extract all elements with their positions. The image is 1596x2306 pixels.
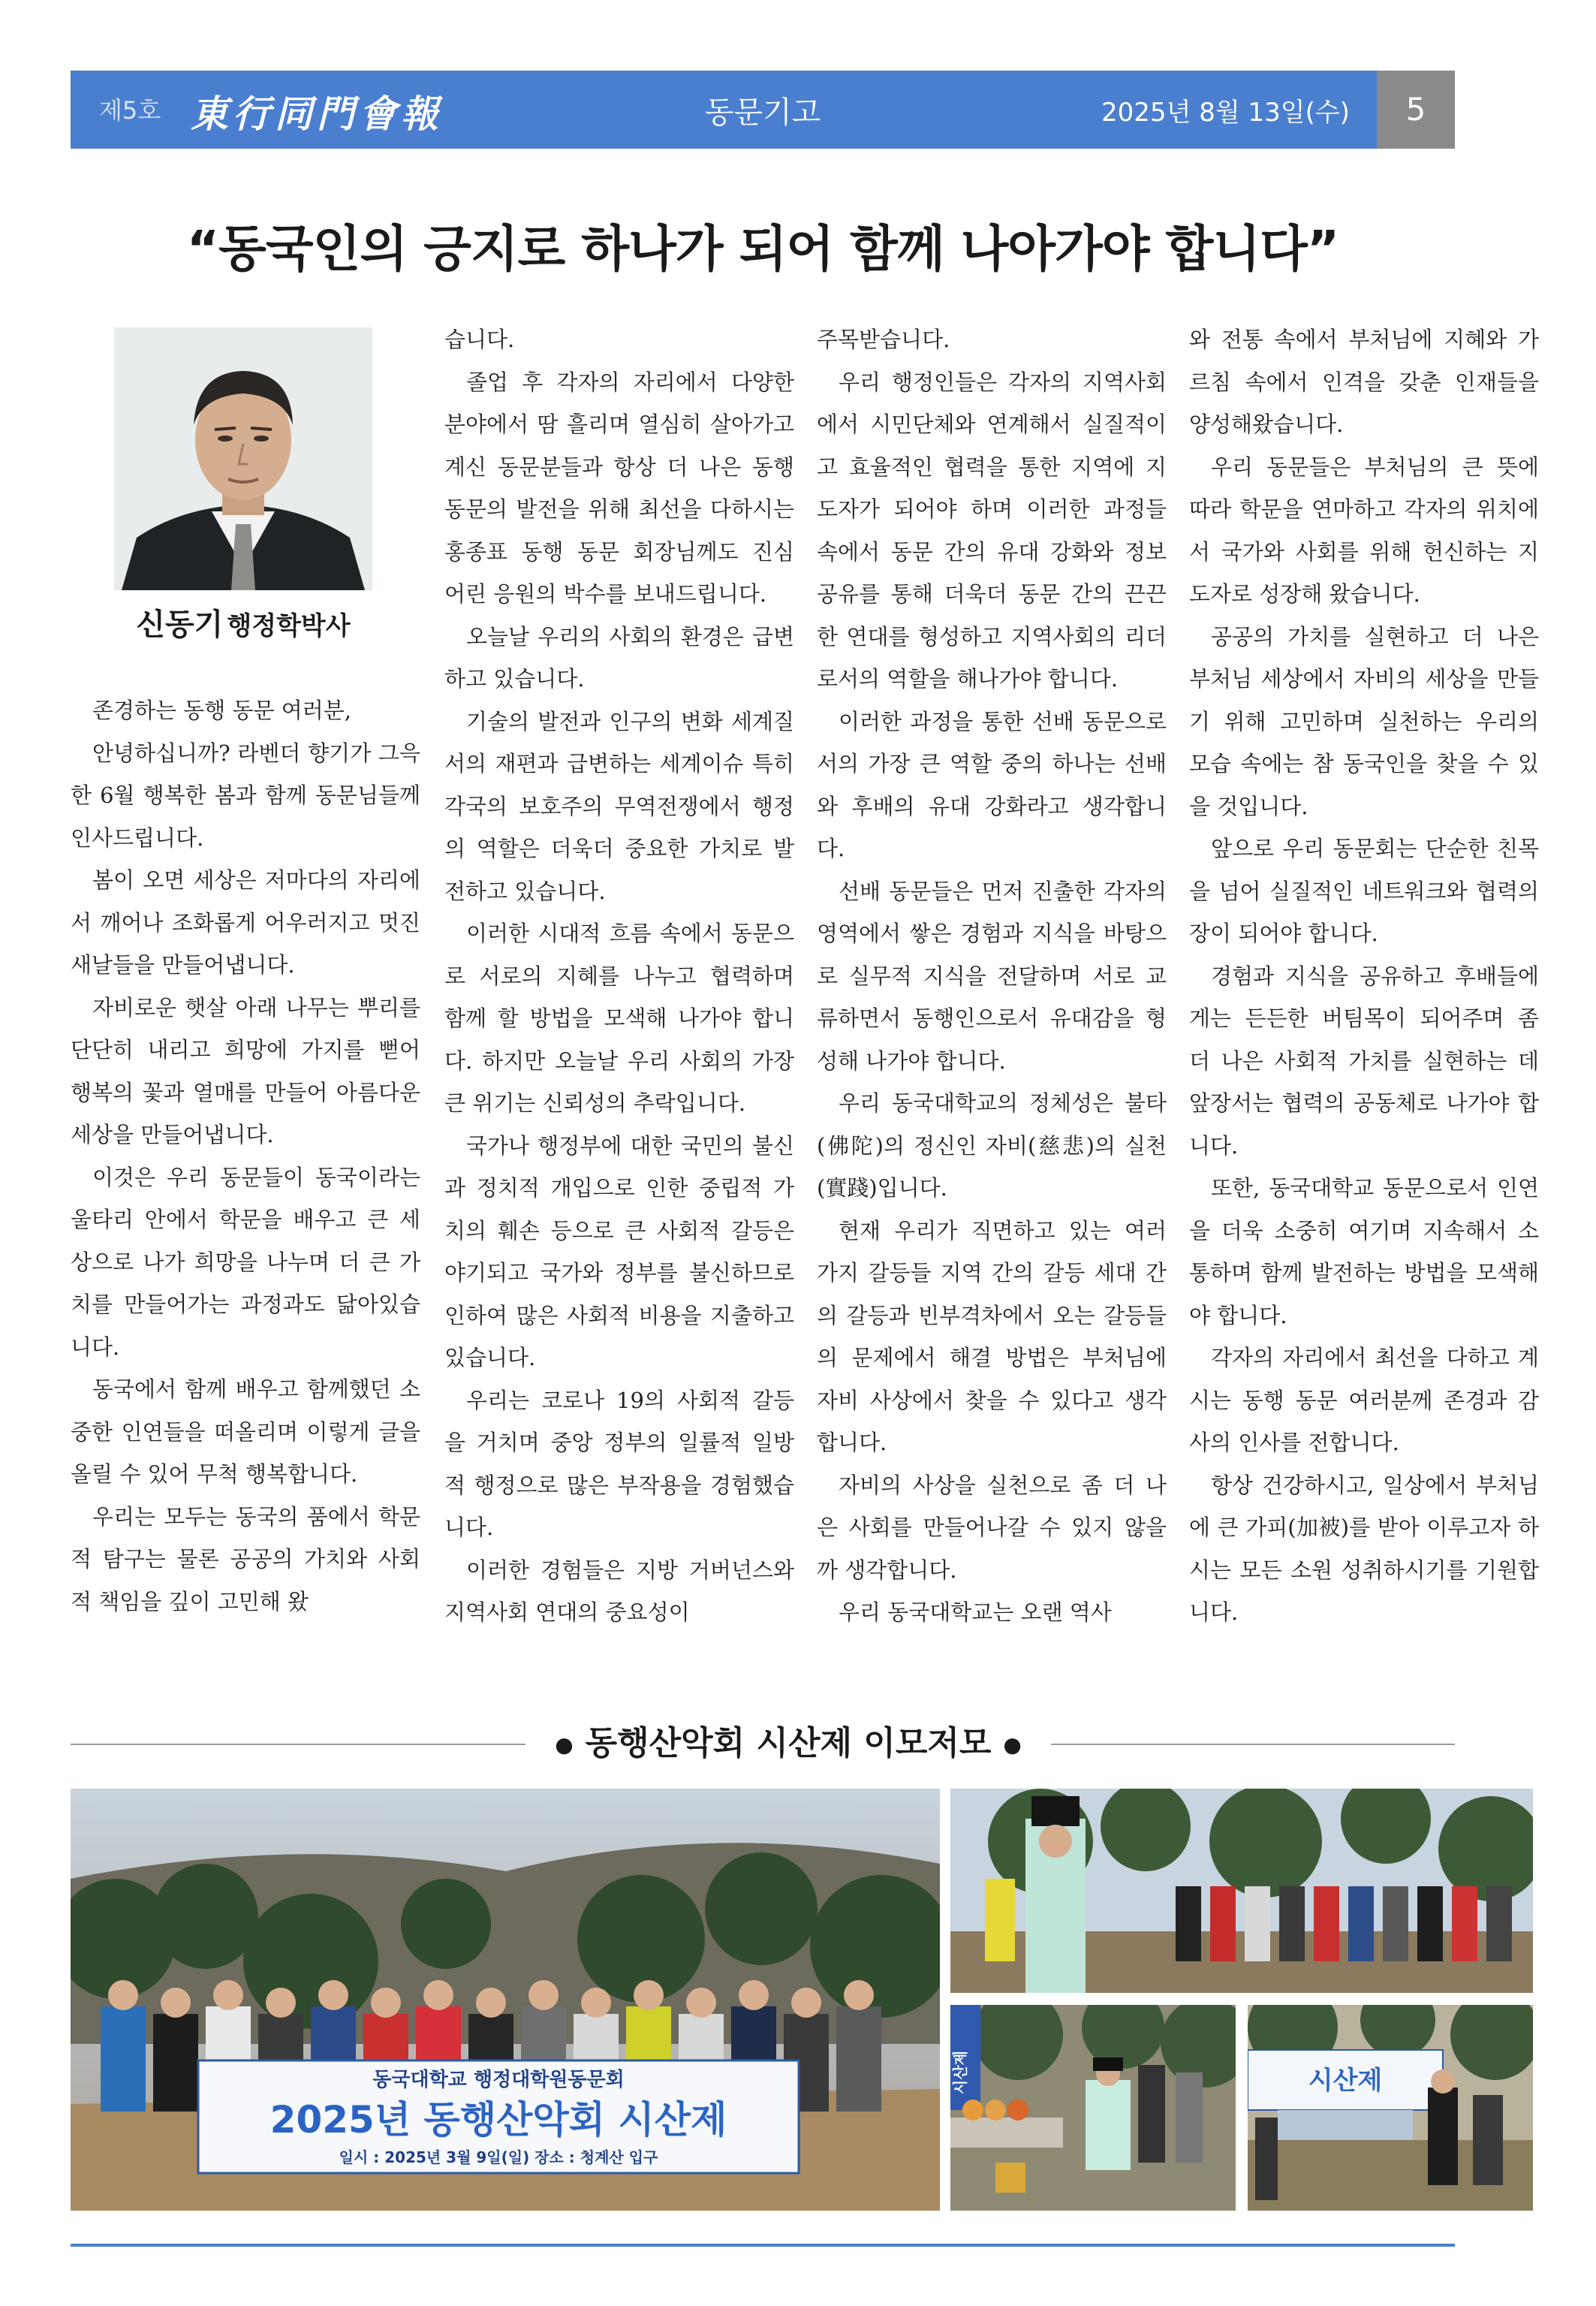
group-photo	[71, 1789, 940, 2211]
paragraph: 존경하는 동행 동문 여러분,	[92, 698, 352, 723]
banner-small-text: 동국대학교 행정대학원동문회	[372, 2069, 625, 2091]
paragraph: 자비로운 햇살 아래 나무는 뿌리를 단단히 내리고 희망에 가지를 뻗어 행복의 꽃과 열매를 만들어 아름다운 세상을 만들어냅니다.	[71, 994, 420, 1147]
paragraph: 안녕하십니까? 라벤더 향기가 그윽한 6월 행복한 봄과 함께 동문님들께 인사드립니다.	[71, 740, 420, 851]
paragraph: 국가나 행정부에 대한 국민의 불신과 정치적 개입으로 인한 중립적 가치의 훼손 등으로 큰 사회적 갈등은 야기되고 국가와 정부를 불신하므로 인하여 많은 사회적 비용을 지출하고 있습니다.	[444, 1132, 794, 1370]
paragraph: 우리 동국대학교의 정체성은 불타(佛陀)의 정신인 자비(慈悲)의 실천(實踐)입니다.	[817, 1090, 1167, 1201]
paragraph: 기술의 발전과 인구의 변화 세계질서의 재편과 급변하는 세계이슈 특히 각국의 보호주의 무역전쟁에서 행정의 역할은 더욱더 중요한 가치로 발전하고 있습니다.	[444, 708, 794, 904]
paragraph: 우리 동국대학교는 오랜 역사	[839, 1599, 1112, 1625]
newspaper-name: 東行同門會報	[191, 92, 443, 136]
speech-photo-drawing	[1248, 2005, 1533, 2211]
article-headline: “동국인의 긍지로 하나가 되어 함께 나아가야 합니다”	[186, 220, 1339, 278]
bullet-dot-icon: ●	[1003, 1732, 1022, 1757]
banner-vertical-text: 시산제	[951, 2051, 969, 2094]
banner-sub-text: 일시 : 2025년 3월 9일(일) 장소 : 청계산 입구	[339, 2148, 658, 2166]
paragraph: 우리 동문들은 부처님의 큰 뜻에 따라 학문을 연마하고 각자의 위치에서 국가와 사회를 위해 헌신하는 지도자로 성장해 왔습니다.	[1189, 454, 1539, 607]
rite-photo	[950, 2005, 1236, 2211]
paragraph: 습니다.	[444, 327, 515, 352]
bottom-rule	[71, 2244, 1455, 2247]
paragraph: 자비의 사상을 실천으로 좀 더 나은 사회를 만들어나갈 수 있지 않을까 생각합니다.	[817, 1472, 1167, 1583]
paragraph: 주목받습니다.	[817, 327, 950, 352]
article-column-4	[1189, 318, 1539, 1700]
paragraph: 현재 우리가 직면하고 있는 여러 가지 갈등들 지역 간의 갈등 세대 간의 갈등과 빈부격차에서 오는 갈등들의 문제에서 해결 방법은 부처님에 자비 사상에서 찾을 수 있다고 생각합니다.	[817, 1217, 1167, 1455]
paragraph: 와 전통 속에서 부처님에 지혜와 가르침 속에서 인격을 갖춘 인재들을 양성해왔습니다.	[1189, 327, 1539, 437]
rite-photo-drawing	[950, 2005, 1236, 2211]
ceremony-photo-drawing	[950, 1789, 1533, 1993]
paragraph: 이것은 우리 동문들이 동국이라는 울타리 안에서 학문을 배우고 큰 세상으로 나가 희망을 나누며 더 큰 가치를 만들어가는 과정과도 닮아있습니다.	[71, 1164, 420, 1360]
author-portrait-drawing	[114, 327, 372, 590]
paragraph: 경험과 지식을 공유하고 후배들에게는 든든한 버팀목이 되어주며 좀 더 나은 사회적 가치를 실현하는 데 앞장서는 협력의 공동체로 나가야 합니다.	[1189, 963, 1539, 1159]
paragraph: 이러한 경험들은 지방 거버넌스와 지역사회 연대의 중요성이	[444, 1557, 794, 1625]
issue-number: 제5호	[99, 96, 161, 125]
section-title: 동문기고	[704, 95, 821, 130]
speech-photo	[1248, 2005, 1533, 2211]
paragraph: 봄이 오면 세상은 저마다의 자리에서 깨어나 조화롭게 어우러지고 멋진 새날들을 만들어냅니다.	[71, 867, 420, 978]
issue-date: 2025년 8월 13일(수)	[1101, 98, 1350, 128]
masthead-bar	[71, 71, 1455, 149]
author-name: 신동기	[136, 607, 224, 642]
author-portrait	[114, 327, 372, 590]
group-photo-drawing	[71, 1789, 940, 2211]
author-title: 행정학박사	[227, 611, 351, 641]
photo-section-heading	[525, 1721, 1051, 1766]
banner-main-text: 2025년 동행산악회 시산제	[270, 2098, 727, 2142]
article-column-3	[817, 318, 1167, 1700]
paragraph: 동국에서 함께 배우고 함께했던 소중한 인연들을 떠올리며 이렇게 글을 올릴 수 있어 무척 행복합니다.	[71, 1376, 420, 1487]
paragraph: 앞으로 우리 동문회는 단순한 친목을 넘어 실질적인 네트워크와 협력의 장이 되어야 합니다.	[1189, 836, 1539, 946]
paragraph: 졸업 후 각자의 자리에서 다양한 분야에서 땀 흘리며 열심히 살아가고 계신 동문분들과 항상 더 나은 동행 동문의 발전을 위해 최선을 다하시는 홍종표 동행 동문 회장님께도 진심 어린 응원의 박수를 보내드립니다.	[444, 369, 794, 607]
page-number: 5	[1377, 71, 1455, 149]
bullet-dot-icon: ●	[555, 1732, 574, 1757]
banner-partial-text: 시산제	[1308, 2066, 1383, 2096]
article-column-1	[71, 689, 420, 1696]
paragraph: 우리 행정인들은 각자의 지역사회에서 시민단체와 연계해서 실질적이고 효율적인 협력을 통한 지역에 지도자가 되어야 하며 이러한 과정들 속에서 동문 간의 유대 강화와 정보공유를 통해 더욱더 동문 간의 끈끈한 연대를 형성하고 지역사회의 리더로서의 역할을 해나가야 합니다.	[817, 369, 1167, 692]
paragraph: 각자의 자리에서 최선을 다하고 계시는 동행 동문 여러분께 존경과 감사의 인사를 전합니다.	[1189, 1345, 1539, 1455]
author-byline	[71, 601, 416, 644]
paragraph: 항상 건강하시고, 일상에서 부처님에 큰 가피(加被)를 받아 이루고자 하시는 모든 소원 성취하시기를 기원합니다.	[1189, 1472, 1539, 1625]
article-column-2	[444, 318, 794, 1700]
paragraph: 우리는 모두는 동국의 품에서 학문적 탐구는 물론 공공의 가치와 사회적 책임을 깊이 고민해 왔	[71, 1503, 420, 1614]
paragraph: 또한, 동국대학교 동문으로서 인연을 더욱 소중히 여기며 지속해서 소통하며 함께 발전하는 방법을 모색해야 합니다.	[1189, 1175, 1539, 1328]
paragraph: 우리는 코로나 19의 사회적 갈등을 거치며 중앙 정부의 일률적 일방적 행정으로 많은 부작용을 경험했습니다.	[444, 1387, 794, 1540]
ceremony-photo	[950, 1789, 1533, 1993]
paragraph: 이러한 과정을 통한 선배 동문으로서의 가장 큰 역할 중의 하나는 선배와 후배의 유대 강화라고 생각합니다.	[817, 708, 1167, 861]
paragraph: 선배 동문들은 먼저 진출한 각자의 영역에서 쌓은 경험과 지식을 바탕으로 실무적 지식을 전달하며 서로 교류하면서 동행인으로서 유대감을 형성해 나가야 합니다.	[817, 878, 1167, 1074]
paragraph: 오늘날 우리의 사회의 환경은 급변하고 있습니다.	[444, 623, 794, 692]
paragraph: 이러한 시대적 흐름 속에서 동문으로 서로의 지혜를 나누고 협력하며 함께 할 방법을 모색해 나가야 합니다. 하지만 오늘날 우리 사회의 가장 큰 위기는 신뢰성의 추락입니다.	[444, 921, 794, 1116]
photo-section-title: 동행산악회 시산제 이모저모	[585, 1724, 992, 1762]
paragraph: 공공의 가치를 실현하고 더 나은 부처님 세상에서 자비의 세상을 만들기 위해 고민하며 실천하는 우리의 모습 속에는 참 동국인을 찾을 수 있을 것입니다.	[1189, 623, 1539, 819]
